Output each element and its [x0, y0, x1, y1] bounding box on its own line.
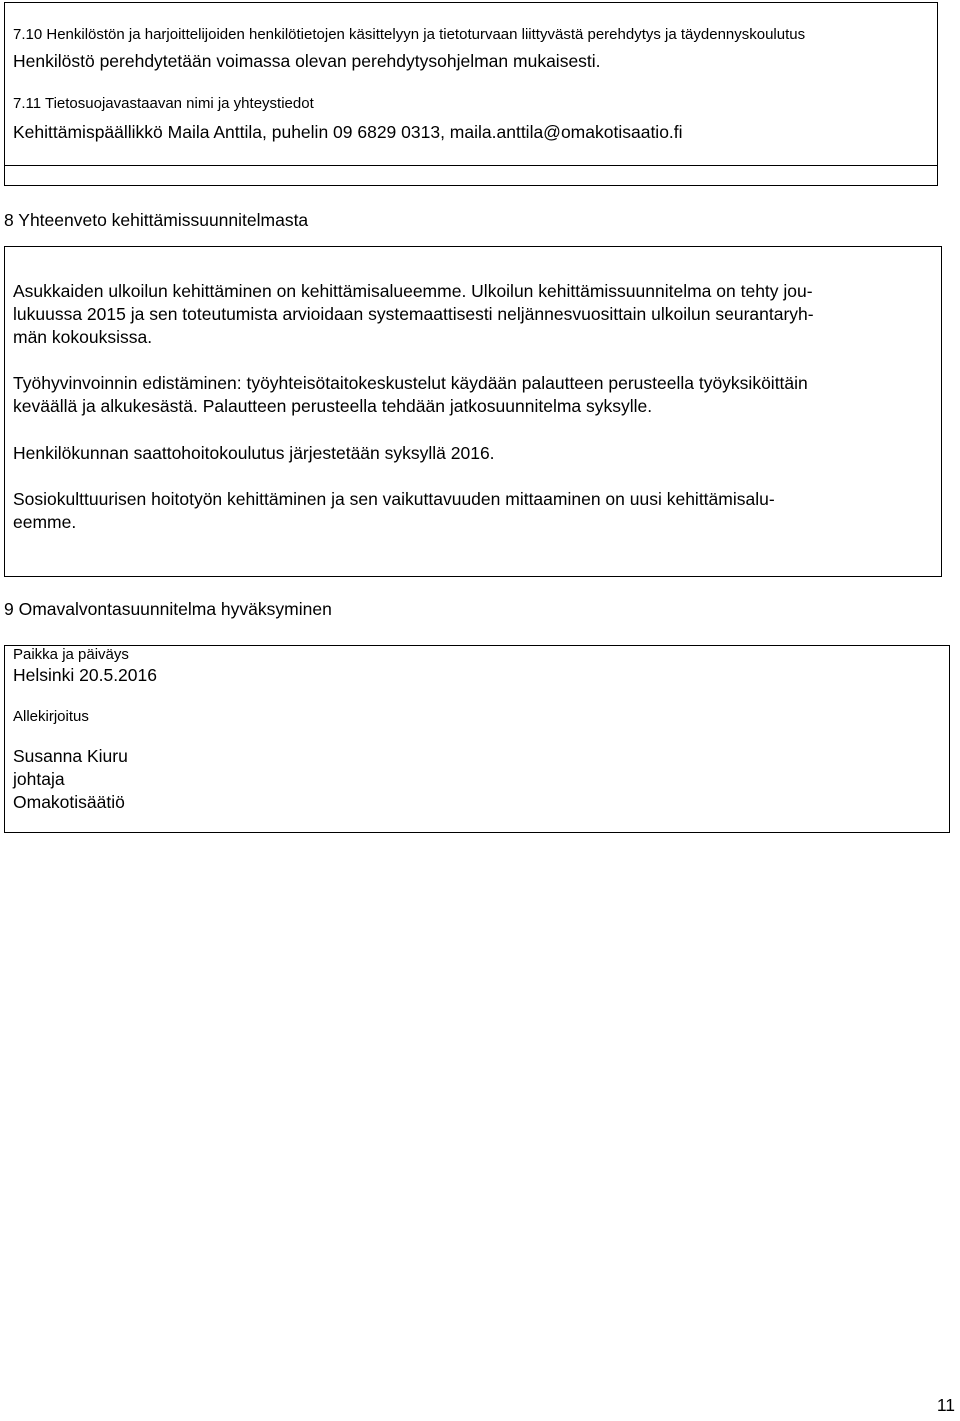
- place-date-value: Helsinki 20.5.2016: [13, 665, 157, 685]
- signature-label: Allekirjoitus: [13, 708, 89, 725]
- paragraph-line: Asukkaiden ulkoilun kehittäminen on kehittämisalueemme. Ulkoilun kehittämissuunnitelma on tehty jou-: [13, 281, 813, 301]
- signer-title: johtaja: [13, 769, 65, 789]
- summary-paragraph-3: [13, 442, 933, 465]
- summary-paragraph-1: [13, 280, 933, 349]
- paragraph-line: Sosiokulttuurisen hoitotyön kehittäminen ja sen vaikuttavuuden mittaaminen on uusi kehittämisalu-: [13, 489, 775, 509]
- page-number: 11: [936, 1395, 955, 1415]
- summary-paragraph-2: [13, 372, 933, 418]
- section-7-10-text: Henkilöstö perehdytetään voimassa olevan perehdytysohjelman mukaisesti.: [13, 51, 601, 71]
- section-7-11-heading: 7.11 Tietosuojavastaavan nimi ja yhteystiedot: [13, 95, 314, 112]
- summary-paragraph-4: [13, 488, 933, 534]
- spacer-row: [4, 165, 938, 186]
- signer-name: Susanna Kiuru: [13, 746, 128, 766]
- paragraph-line: keväällä ja alkukesästä. Palautteen perusteella tehdään jatkosuunnitelma syksylle.: [13, 396, 653, 416]
- paragraph-line: Työhyvinvoinnin edistäminen: työyhteisötaitokeskustelut käydään palautteen perusteella työyksiköittäin: [13, 373, 808, 393]
- paragraph-line: lukuussa 2015 ja sen toteutumista arvioidaan systemaattisesti neljännesvuosittain ulkoilun seurantaryh-: [13, 304, 814, 324]
- paragraph-line: män kokouksissa.: [13, 327, 153, 347]
- place-date-label: Paikka ja päiväys: [13, 646, 129, 663]
- section-7-10-heading: 7.10 Henkilöstön ja harjoittelijoiden henkilötietojen käsittelyyn ja tietoturvaan liittyvästä perehdytys ja täydennyskoulutus: [13, 26, 806, 43]
- signer-organization: Omakotisäätiö: [13, 792, 125, 812]
- section-7-11-text: Kehittämispäällikkö Maila Anttila, puhelin 09 6829 0313, maila.anttila@omakotisaatio.fi: [13, 122, 683, 142]
- paragraph-line: eemme.: [13, 512, 77, 532]
- section-8-heading: 8 Yhteenveto kehittämissuunnitelmasta: [4, 210, 309, 230]
- paragraph-line: Henkilökunnan saattohoitokoulutus järjestetään syksyllä 2016.: [13, 443, 495, 463]
- section-9-heading: 9 Omavalvontasuunnitelma hyväksyminen: [4, 599, 332, 619]
